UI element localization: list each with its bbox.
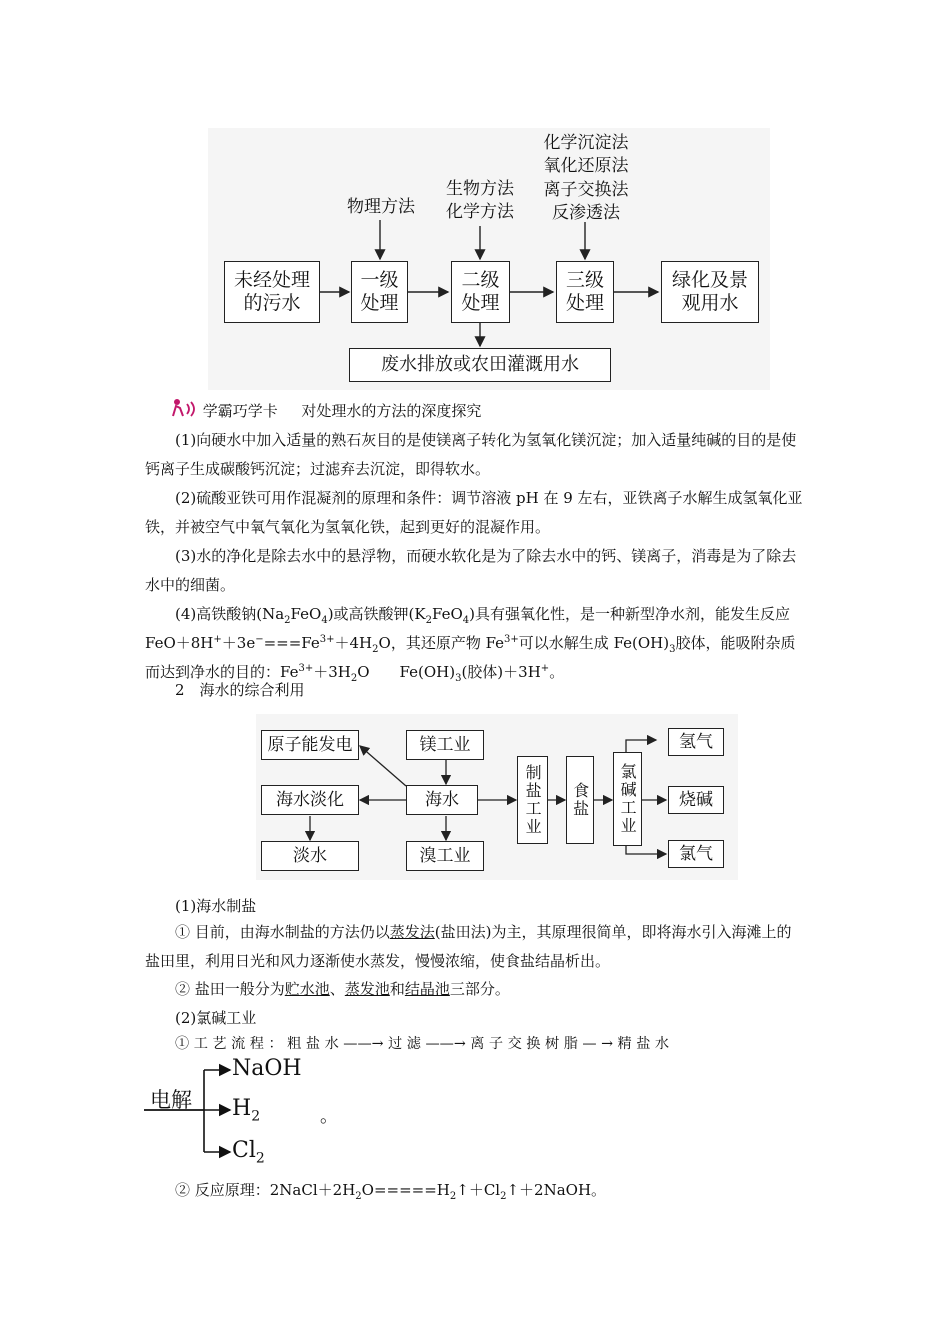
card-p3: (3)水的净化是除去水中的悬浮物，而硬水软化是为了除去水中的钙、镁离子，消毒是为了除去水中的细菌。 bbox=[145, 547, 797, 594]
product-cl2: $Cl_2$ bbox=[232, 1138, 265, 1167]
section2-heading: 2 海水的综合利用 bbox=[175, 681, 305, 699]
box-green-use: 绿化及景 观用水 bbox=[661, 261, 759, 323]
card-p1: (1)向硬水中加入适量的熟石灰目的是使镁离子转化为氢氧化镁沉淀；加入适量纯碱的目的是使钙离子生成碳酸钙沉淀；过滤弃去沉淀，即得软水。 bbox=[145, 431, 797, 478]
box-secondary: 二级 处理 bbox=[451, 261, 510, 323]
box-fresh-water: 淡水 bbox=[261, 841, 359, 871]
salt-p2: ② 盐田一般分为贮水池、蒸发池和结晶池三部分。 bbox=[175, 980, 510, 998]
label-bio-chem: 生物方法 化学方法 bbox=[446, 179, 514, 223]
label-physical: 物理方法 bbox=[347, 197, 415, 217]
box-caustic-soda: 烧碱 bbox=[668, 786, 724, 814]
box-desalination: 海水淡化 bbox=[261, 785, 359, 815]
box-discharge: 废水排放或农田灌溉用水 bbox=[349, 348, 611, 382]
box-chlor-alkali: 氯碱工业 bbox=[613, 752, 642, 846]
box-tertiary: 三级 处理 bbox=[556, 261, 614, 323]
box-seawater: 海水 bbox=[406, 785, 478, 815]
branch-period: 。 bbox=[320, 1106, 338, 1127]
box-atomic-power: 原子能发电 bbox=[261, 730, 359, 760]
salt-heading: (1)海水制盐 bbox=[175, 897, 257, 915]
box-bromine: 溴工业 bbox=[406, 841, 484, 871]
card-p2: (2)硫酸亚铁可用作混凝剂的原理和条件：调节溶液 pH 在 9 左右，亚铁离子水解生成氢氧化亚铁，并被空气中氧气氧化为氢氧化铁，起到更好的混凝作用。 bbox=[145, 489, 803, 536]
seawater-utilization-diagram bbox=[256, 714, 738, 880]
box-hydrogen: 氢气 bbox=[668, 728, 724, 756]
salt-p1: ① 目前，由海水制盐的方法仍以蒸发法(盐田法)为主，其原理很简单，即将海水引入海滩上的盐田里，利用日光和风力逐渐使水蒸发，慢慢浓缩，使食盐结晶析出。 bbox=[145, 923, 792, 970]
water-treatment-diagram bbox=[208, 128, 770, 390]
card-p4: (4)高铁酸钠$(Na_2FeO_4)$或高铁酸钾$(K_2FeO_4)$具有强氧化性，是一种新型净水剂，能发生反应 $FeO+8H^++3e^-===Fe^{3+}+4H_2O$，其还原产物 $Fe^{3+}$可以水解生成 $Fe(OH)_3$胶体，能吸附杂质而达到净水的目的：$Fe^{3+}+3H_2O$ $Fe(OH)_3$(胶体)＋3H+。 bbox=[145, 605, 796, 684]
product-h2: $H_2$ bbox=[232, 1096, 261, 1125]
card-title: 学霸巧学卡 bbox=[202, 402, 278, 420]
box-magnesium: 镁工业 bbox=[406, 730, 484, 760]
box-chlorine: 氯气 bbox=[668, 840, 724, 868]
box-salt: 食盐 bbox=[566, 756, 594, 844]
chlor-flow: ① 工 艺 流 程 ： 粗 盐 水 ——→ 过 滤 ——→ 离 子 交 换 树 脂 — → 精 盐 水 bbox=[175, 1036, 670, 1052]
reaction-principle: ② 反应原理：$2NaCl+2H_2O=====H_2↑+Cl_2↑+2NaOH$。 bbox=[175, 1181, 607, 1202]
card-icon-graphic bbox=[170, 398, 198, 418]
product-naoh: NaOH bbox=[232, 1056, 302, 1081]
card-subtitle: 对处理水的方法的深度探究 bbox=[301, 402, 482, 420]
electrolysis-branch bbox=[142, 1056, 402, 1168]
card-header bbox=[170, 398, 481, 424]
electrolysis-label: 电解 bbox=[150, 1088, 192, 1112]
chlor-heading: (2)氯碱工业 bbox=[175, 1009, 257, 1027]
box-salt-making: 制盐工业 bbox=[517, 756, 548, 844]
label-advanced: 化学沉淀法 氧化还原法 离子交换法 反渗透法 bbox=[543, 133, 629, 224]
box-primary: 一级 处理 bbox=[351, 261, 408, 323]
card-icon bbox=[170, 398, 198, 426]
box-untreated: 未经处理 的污水 bbox=[224, 261, 320, 323]
